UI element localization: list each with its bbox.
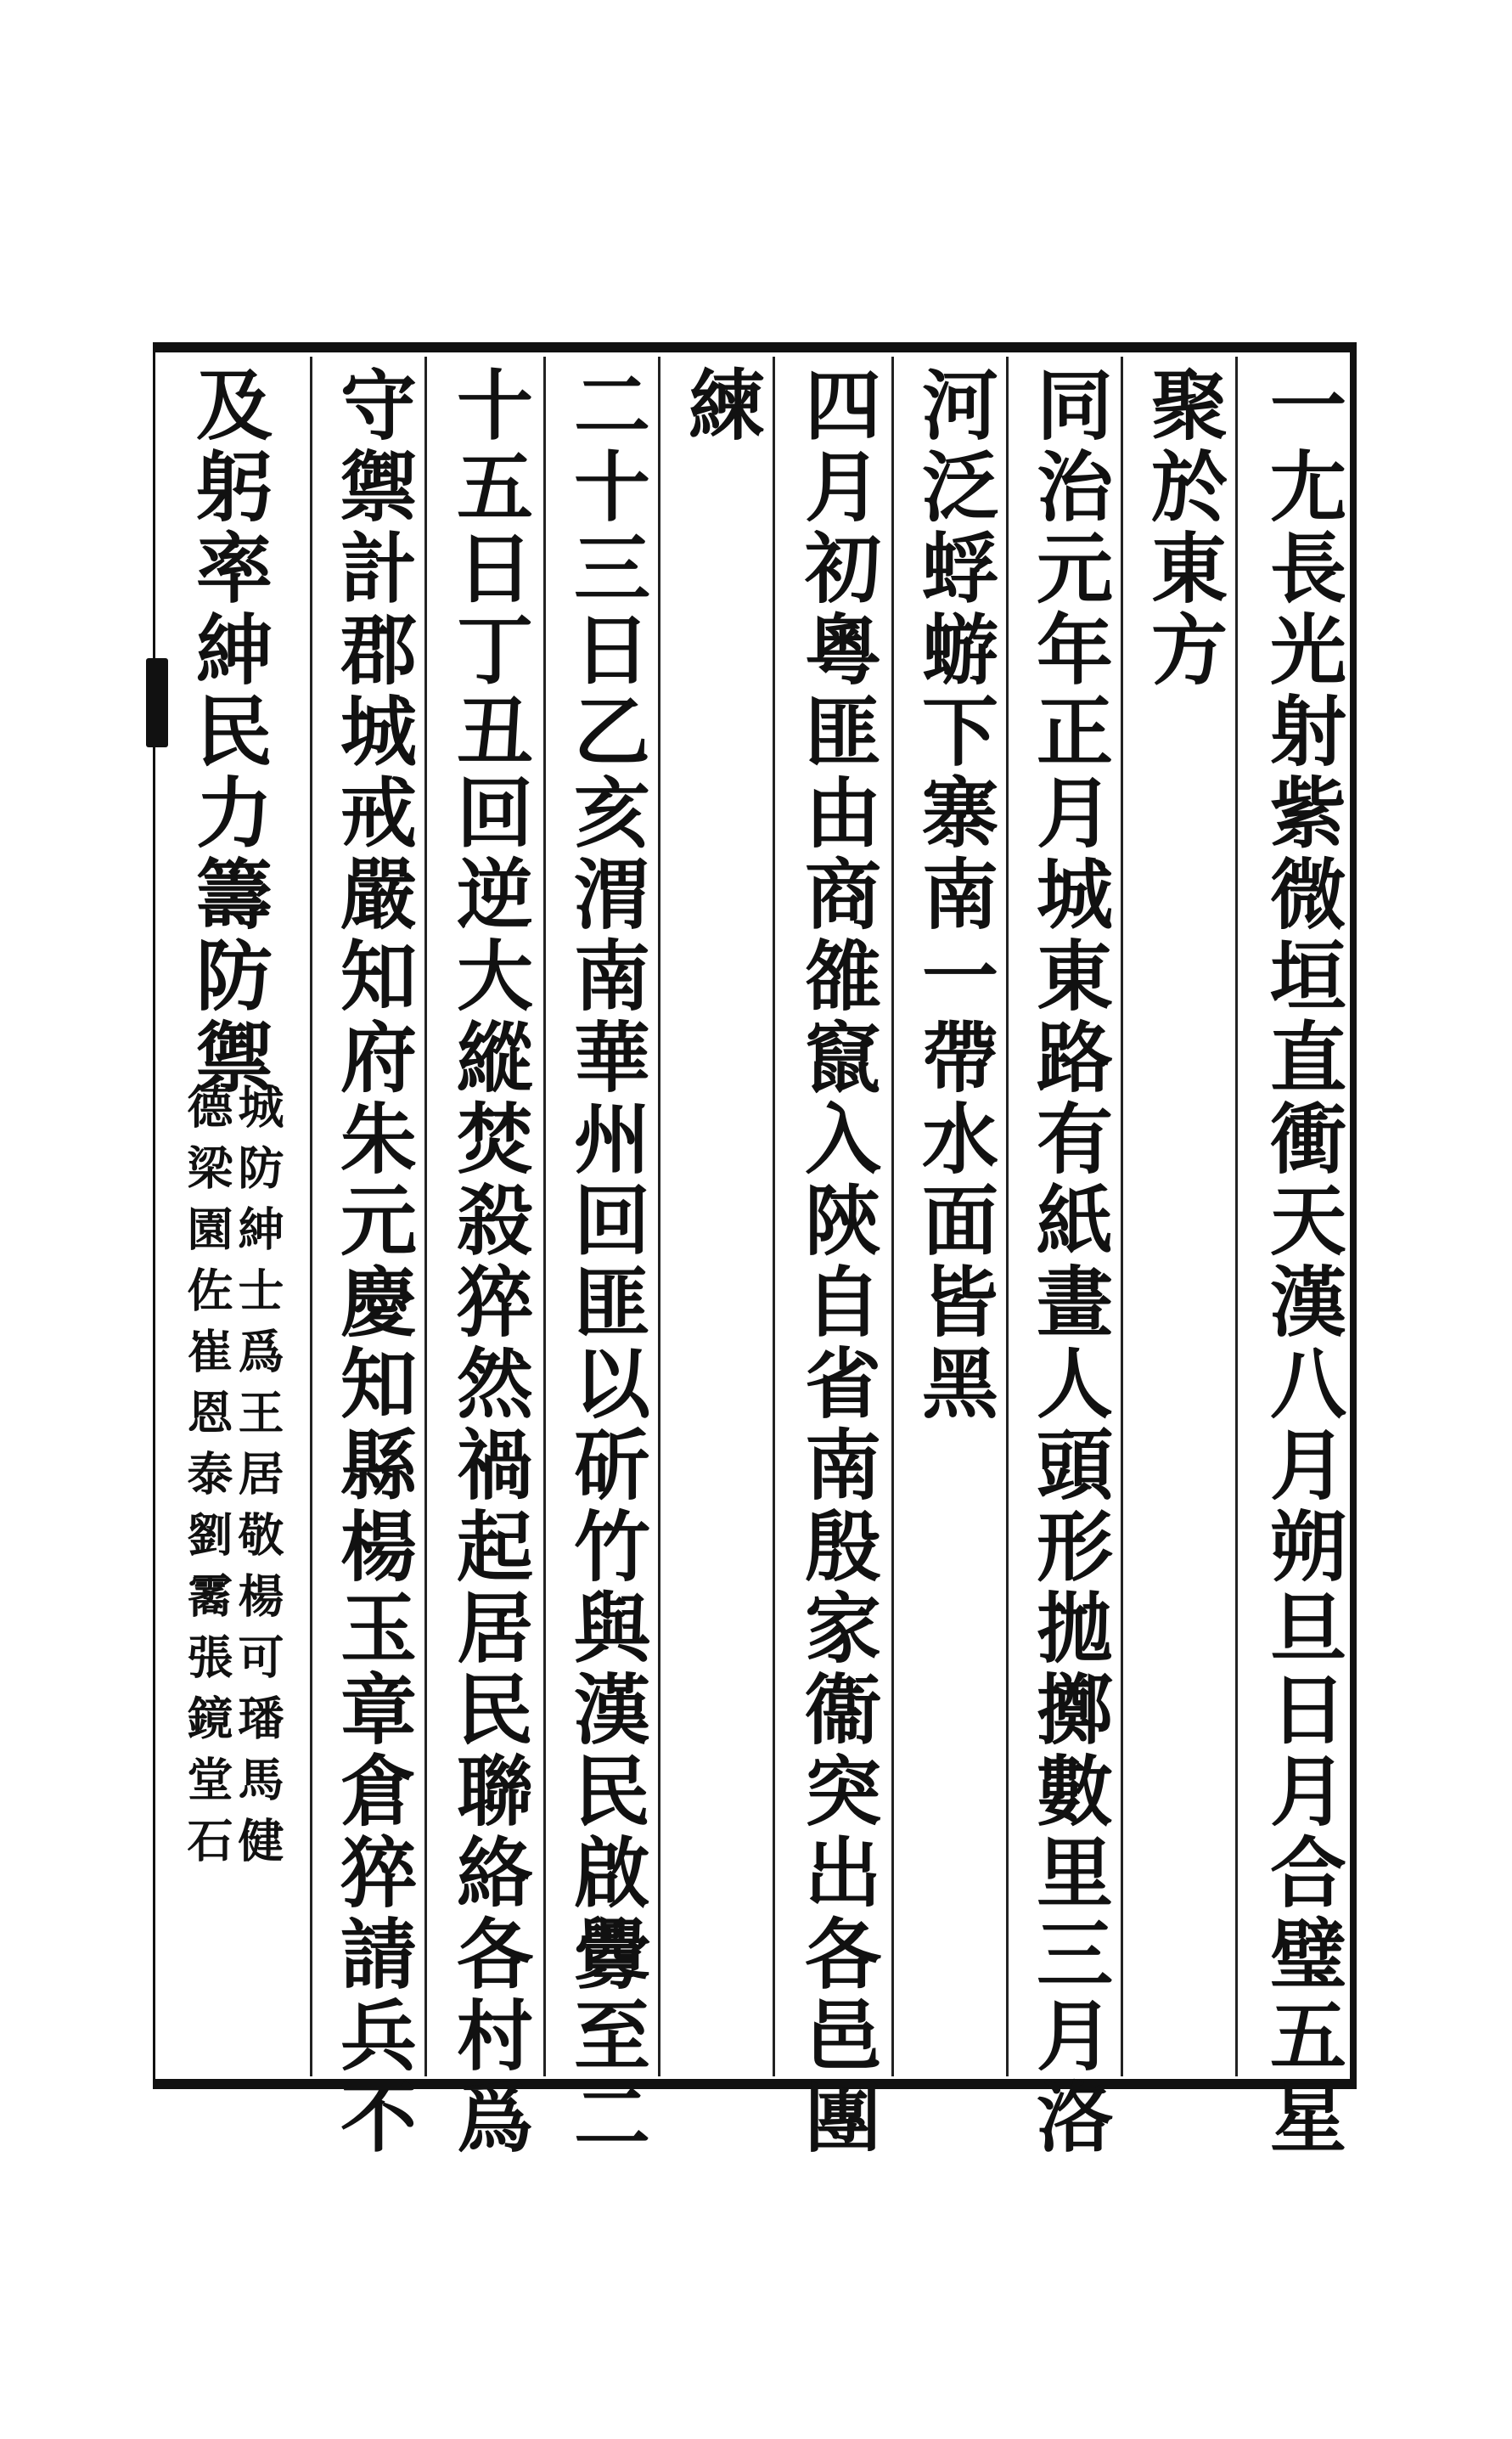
column-rule bbox=[773, 357, 775, 2076]
column-rule bbox=[891, 357, 894, 2076]
column-text: 河泛蜉蝣下寨南一帶水面皆黑 bbox=[908, 365, 998, 1425]
text-column-6 bbox=[675, 357, 764, 2072]
column-rule bbox=[310, 357, 312, 2076]
text-column-9 bbox=[327, 357, 417, 2159]
text-column-2 bbox=[1138, 357, 1227, 2072]
column-rule bbox=[658, 357, 660, 2076]
column-text: 守禦計郡城戒嚴知府朱元慶知縣楊玉章倉猝請兵不 bbox=[327, 365, 417, 2159]
column-rule bbox=[1235, 357, 1238, 2076]
column-text: 聚於東方 bbox=[1138, 365, 1228, 691]
column-rule bbox=[543, 357, 546, 2076]
interlinear-note-right: 城防紳士爲王居敬楊可璠馬健 bbox=[231, 1083, 285, 1878]
column-rule bbox=[424, 357, 427, 2076]
text-column-1 bbox=[1256, 357, 1346, 2159]
column-text: 練 bbox=[675, 365, 765, 447]
text-column-3 bbox=[1023, 357, 1113, 2159]
text-column-4 bbox=[908, 357, 998, 2072]
column-text: 同治元年正月城東路有紙畫人頭形拋擲數里三月洛 bbox=[1023, 365, 1113, 2159]
column-rule bbox=[1006, 357, 1009, 2076]
column-rule bbox=[1121, 357, 1123, 2076]
text-column-8 bbox=[443, 357, 533, 2159]
text-column-10 bbox=[174, 357, 293, 2072]
margin-mark bbox=[146, 658, 168, 747]
column-text: 十五日丁丑回逆大縱焚殺猝然禍起居民聯絡各村爲 bbox=[443, 365, 533, 2159]
column-text: 四月初粵匪由商雒竄入陝自省南殷家衞突出各邑團 bbox=[791, 365, 881, 2159]
text-column-5 bbox=[791, 357, 881, 2159]
column-text: 及躬率紳民力籌防禦 bbox=[183, 365, 273, 1099]
column-text: 一尢長光射紫微垣直衝天漢八月朔旦日月合璧五星 bbox=[1256, 365, 1346, 2159]
text-column-7 bbox=[560, 357, 650, 2159]
interlinear-note-left: 德梁園佐崔恩泰劉霱張鏡堂石 bbox=[180, 1083, 234, 1878]
column-text: 二十三日乙亥渭南華州回匪以斫竹與漢民啟釁至二 bbox=[560, 365, 650, 2159]
